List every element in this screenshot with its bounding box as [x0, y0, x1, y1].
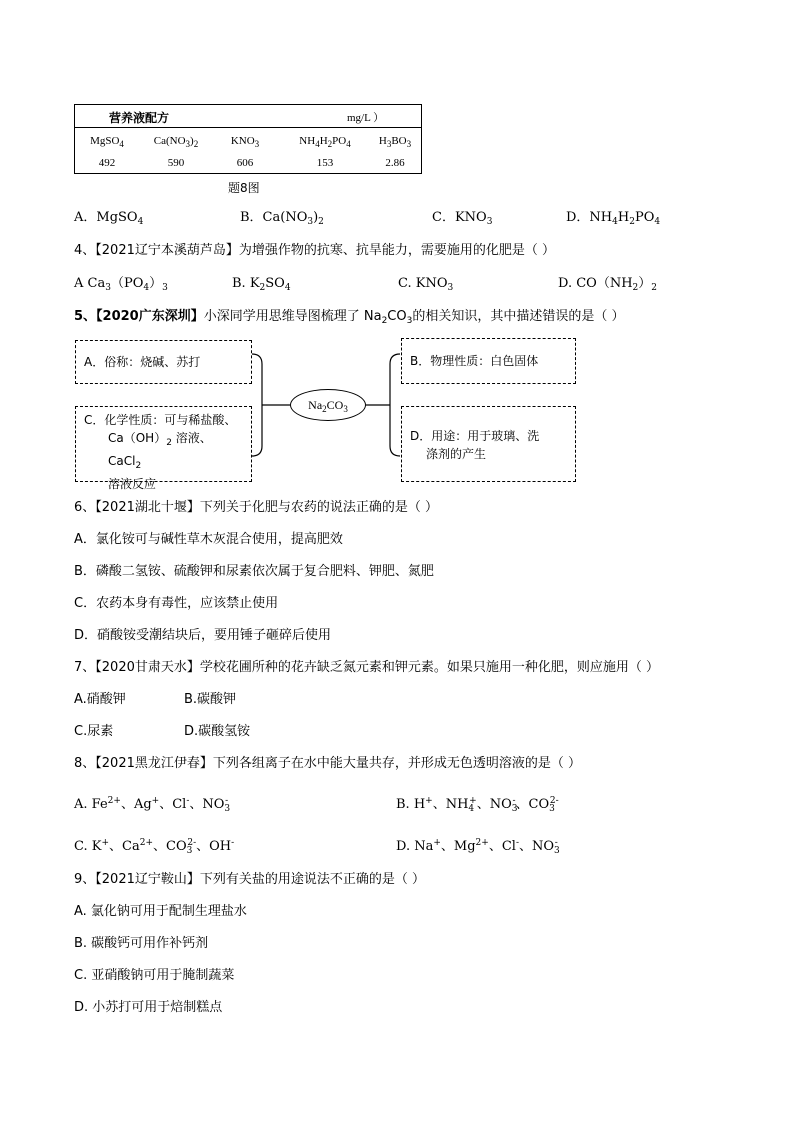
mindmap-box-c: C．化学性质：可与稀盐酸、 $Ca(OH)_2$ 溶液、CaCl$_2$ 溶液反应 [75, 406, 252, 482]
q6-option-d: D．硝酸铵受潮结块后，要用锤子砸碎后使用 [74, 628, 332, 643]
q8-option-d: D. Na+、$Mg^{2+}$、Cl-、$NO_3^-$ [396, 838, 560, 856]
table-value-nh4h2po4: 153 [316, 157, 334, 169]
q4-stem: 4、【2021辽宁本溪葫芦岛】为增强作物的抗寒、抗旱能力，需要施用的化肥是（ ） [74, 243, 555, 258]
table-title: 营养液配方 [109, 111, 170, 125]
table-value-mgso4: 492 [98, 157, 116, 169]
q6-stem: 6、【2021湖北十堰】下列关于化肥与农药的说法正确的是（ ） [74, 500, 438, 515]
table-value-h3bo3: 2.86 [385, 157, 405, 169]
q6-option-a: A．氯化铵可与碱性草木灰混合使用，提高肥效 [74, 532, 343, 547]
q7-option-c: C.尿素 [74, 724, 114, 739]
q6-option-c: C．农药本身有毒性，应该禁止使用 [74, 596, 279, 611]
q4-option-d: D. $CO(NH_2)_2$ [558, 276, 658, 293]
table-col-mgso4: MgSO$_4$ [90, 135, 124, 149]
mindmap-box-a: A．俗称：烧碱、苏打 [75, 340, 252, 384]
table-value-cano3: 590 [167, 157, 185, 169]
q3-option-c: C．$KNO_3$ [432, 210, 493, 227]
mindmap-box-b: B．物理性质：白色固体 [401, 338, 576, 384]
q4-option-c: C. $KNO_3$ [398, 276, 454, 293]
q8-option-a: A. $Fe^{2+}$、Ag+、Cl-、$NO_3^-$ [74, 796, 231, 814]
mindmap-box-d: D．用途：用于玻璃、洗 涤剂的产生 [401, 406, 576, 482]
table-col-kno3: $KNO_3$ [230, 135, 260, 149]
q4-option-b: B. $K_2SO_4$ [232, 276, 291, 293]
nutrient-table [74, 104, 422, 174]
table-col-nh4h2po4: $NH_4H_2PO_4$ [299, 135, 351, 149]
table-unit: mg/L ） [347, 112, 385, 124]
q5-stem: 5、【2020广东深圳】小深同学用思维导图梳理了 $Na_2CO_3$的相关知识，其中描述错误的是（ ） [74, 309, 625, 326]
q3-option-b: B．$Ca(NO_3)_2$ [240, 210, 324, 227]
q9-option-b: B. 碳酸钙可用作补钙剂 [74, 936, 209, 951]
table-caption: 题8图 [228, 181, 260, 195]
q7-option-d: D.碳酸氢铵 [184, 724, 251, 739]
q7-option-a: A.硝酸钾 [74, 692, 126, 707]
q6-option-b: B．磷酸二氢铵、硫酸钾和尿素依次属于复合肥料、钾肥、氮肥 [74, 564, 434, 579]
q8-option-c: C. K+、$Ca^{2+}$、$CO_3^{2-}$、OH- [74, 838, 235, 856]
table-col-h3bo3: $H_3BO_3$ [378, 135, 412, 149]
q3-option-d: D．$NH_4H_2PO_4$ [566, 210, 661, 227]
mindmap-center-na2co3: $Na_2CO_3$ [290, 389, 366, 421]
table-value-kno3: 606 [236, 157, 254, 169]
q3-option-a: A．MgSO$_4$ [74, 210, 144, 227]
q7-option-b: B.碳酸钾 [184, 692, 237, 707]
q9-option-d: D. 小苏打可用于焙制糕点 [74, 1000, 223, 1015]
q9-option-c: C. 亚硝酸钠可用于腌制蔬菜 [74, 968, 235, 983]
table-col-cano3: $Ca(NO_3)_2$ [153, 135, 199, 149]
q4-option-a: A $Ca_3(PO_4)_3$ [74, 276, 168, 293]
q8-stem: 8、【2021黑龙江伊春】下列各组离子在水中能大量共存，并形成无色透明溶液的是（ ） [74, 756, 581, 771]
q7-stem: 7、【2020甘肃天水】学校花圃所种的花卉缺乏氮元素和钾元素。如果只施用一种化肥，则应施用（ ） [74, 660, 659, 675]
table-header-row [75, 105, 421, 128]
q9-option-a: A. 氯化钠可用于配制生理盐水 [74, 904, 247, 919]
q8-option-b: B. H+、$NH_4^+$、$NO_3^-$、$CO_3^{2-}$ [396, 796, 559, 814]
q9-stem: 9、【2021辽宁鞍山】下列有关盐的用途说法不正确的是（ ） [74, 872, 425, 887]
